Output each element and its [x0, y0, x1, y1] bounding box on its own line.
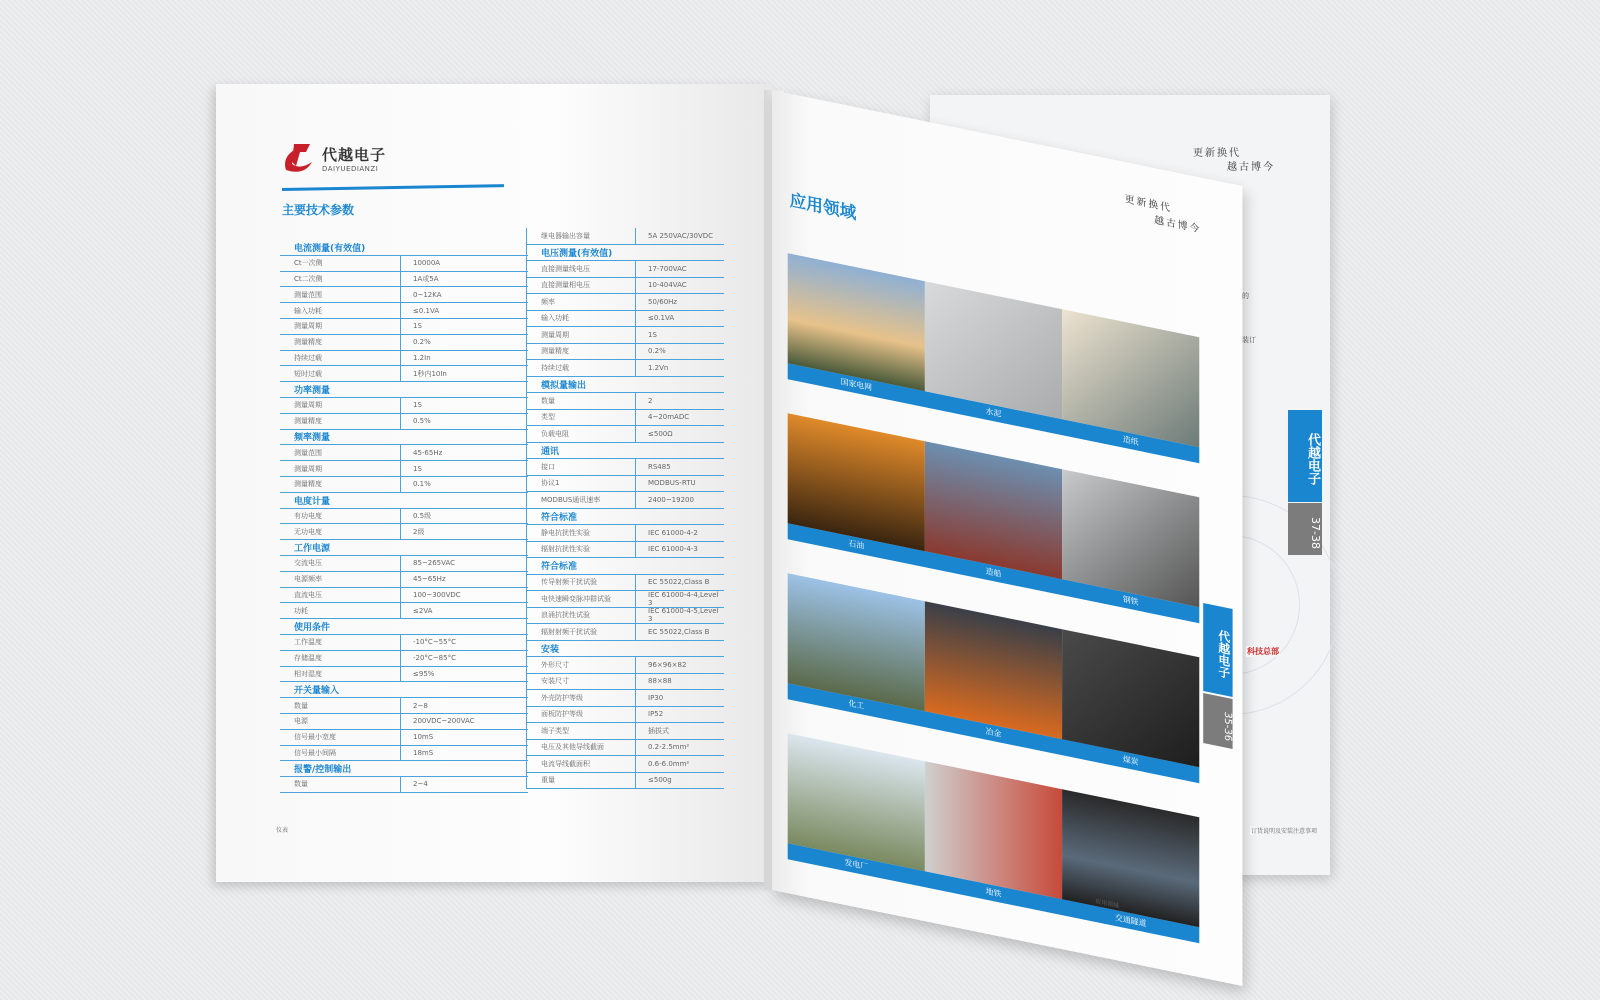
spec-value: IEC 61000-4-4,Level 3	[635, 591, 724, 607]
spec-label: 相对湿度	[294, 669, 322, 678]
logo-mark-icon	[280, 140, 316, 176]
spec-row	[527, 542, 724, 559]
spec-label: 电流导线截面积	[541, 759, 590, 768]
spec-label: 协议1	[541, 479, 560, 488]
spec-row	[280, 256, 528, 272]
spec-row	[527, 393, 724, 410]
spec-row	[280, 272, 528, 288]
spec-label: 测量精度	[541, 347, 569, 356]
spec-label: 数量	[294, 780, 308, 789]
spec-label: 测量周期	[294, 322, 322, 331]
spec-label: 直接测量线电压	[541, 264, 590, 273]
spec-label: 电源	[294, 717, 308, 726]
spec-value: 18mS	[400, 746, 433, 761]
left-page	[216, 84, 772, 882]
spec-label: 数量	[541, 396, 555, 405]
spec-value: 0.5级	[400, 509, 431, 524]
spec-value: IP30	[635, 690, 663, 706]
spec-label: 测量范围	[294, 448, 322, 457]
spec-label: 测量周期	[541, 330, 569, 339]
spec-row	[280, 556, 528, 572]
slogan-line: 更新换代	[1193, 148, 1241, 159]
slogan-line: 更新换代	[1124, 194, 1172, 215]
spec-label: 端子类型	[541, 726, 569, 735]
page-title: 应用领域	[789, 190, 857, 225]
brand-romanized: DAIYUEDIANZI	[322, 164, 379, 173]
spec-row	[280, 651, 528, 667]
spec-label: 频率	[541, 297, 555, 306]
spec-value: 50/60Hz	[635, 294, 677, 310]
spec-row	[527, 278, 724, 295]
spec-value: 2~4	[400, 777, 428, 792]
section-header	[280, 430, 528, 446]
right-page	[772, 90, 1242, 986]
section-title: 功率测量	[294, 386, 331, 397]
spec-row	[280, 319, 528, 335]
spec-row	[280, 635, 528, 651]
spec-label: 负载电阻	[541, 429, 569, 438]
spec-label: 信号最小间隔	[294, 748, 336, 757]
spec-row	[527, 294, 724, 311]
spec-row	[280, 524, 528, 540]
spec-label: Ct一次侧	[294, 259, 323, 268]
spec-label: 辐射射频干扰试验	[541, 627, 597, 636]
section-title: 工作电源	[294, 544, 331, 555]
spec-value: ≤500g	[635, 773, 672, 789]
spec-label: 测量精度	[294, 338, 322, 347]
spec-row	[280, 351, 528, 367]
section-title: 通讯	[541, 446, 560, 457]
spec-value: 1S	[400, 398, 422, 413]
spec-row	[527, 311, 724, 328]
spec-row	[527, 657, 724, 674]
back-slogan	[1193, 147, 1275, 175]
spec-row	[280, 303, 528, 319]
spec-label: 测量周期	[294, 464, 322, 473]
spec-label: 输入功耗	[294, 306, 322, 315]
spec-label: 接口	[541, 462, 555, 471]
spec-value: -20°C~85°C	[400, 651, 456, 666]
spec-row	[280, 588, 528, 604]
spec-value: ≤2VA	[400, 603, 432, 618]
spec-row	[527, 426, 724, 443]
back-footer: 订货说明及安装注意事项	[1251, 828, 1318, 835]
section-header	[280, 682, 528, 698]
spec-value: 10000A	[400, 256, 440, 271]
spec-row	[527, 492, 724, 509]
section-header	[527, 443, 724, 460]
application-label: 化工	[848, 698, 865, 711]
spec-label: 继电器输出容量	[541, 231, 590, 240]
spec-value: ≤95%	[400, 667, 434, 682]
spec-row	[280, 714, 528, 730]
spec-row	[280, 777, 528, 793]
spec-row	[527, 410, 724, 427]
application-label: 冶金	[985, 726, 1002, 739]
application-label: 造船	[985, 566, 1002, 579]
back-brand-tab: 代越电子	[1288, 410, 1322, 502]
slogan-line: 越古博今	[1154, 215, 1202, 236]
section-header	[280, 540, 528, 556]
spec-value: ≤0.1VA	[635, 311, 674, 327]
spec-label: 传导射频干扰试验	[541, 578, 597, 587]
spec-value: -10°C~55°C	[400, 635, 456, 650]
spec-row	[280, 461, 528, 477]
spec-label: 外壳防护等级	[541, 693, 583, 702]
spec-value: EC 55022,Class B	[635, 624, 709, 640]
spec-row	[280, 698, 528, 714]
spec-label: 重量	[541, 776, 555, 785]
hq-label: 科技总部	[1247, 647, 1279, 656]
spec-value: ≤500Ω	[635, 426, 673, 442]
section-title: 符合标准	[541, 512, 578, 523]
spec-row	[527, 773, 724, 790]
spec-row	[527, 756, 724, 773]
spec-label: 面板防护等级	[541, 710, 583, 719]
spec-row	[527, 360, 724, 377]
spec-row	[280, 287, 528, 303]
spec-row	[527, 459, 724, 476]
spec-row	[527, 327, 724, 344]
text-fragment: 的	[1242, 292, 1249, 300]
section-header	[280, 619, 528, 635]
brand-name: 代越电子	[322, 145, 387, 164]
spec-value: 2	[635, 393, 652, 409]
page-number: 35-36	[1203, 693, 1232, 749]
spec-label: 电压及其他导线截面	[541, 743, 604, 752]
spec-label: Ct二次侧	[294, 274, 323, 283]
spec-value: 17-700VAC	[635, 261, 687, 277]
application-label: 水泥	[985, 406, 1002, 419]
spec-label: 信号最小宽度	[294, 733, 336, 742]
section-title: 使用条件	[294, 623, 331, 634]
text-fragment: 装订	[1242, 336, 1256, 344]
spec-label: 无功电度	[294, 527, 322, 536]
spec-row	[527, 476, 724, 493]
spec-value: 200VDC~200VAC	[400, 714, 475, 729]
spec-row	[527, 608, 724, 625]
spec-value: 2级	[400, 524, 424, 539]
spec-label: 安装尺寸	[541, 677, 569, 686]
spec-row	[280, 667, 528, 683]
spec-row	[280, 366, 528, 382]
spec-label: 静电抗扰性实验	[541, 528, 590, 537]
spec-row	[280, 414, 528, 430]
spec-label: 类型	[541, 413, 555, 422]
section-title: 模拟量输出	[541, 380, 587, 391]
right-footer: 应用领域	[1095, 898, 1119, 910]
page-title: 主要技术参数	[282, 203, 355, 217]
spec-label: 测量范围	[294, 290, 322, 299]
spec-value: 1S	[635, 327, 657, 343]
spec-value: IP52	[635, 707, 663, 723]
spec-label: 测量周期	[294, 401, 322, 410]
section-title: 电流测量(有效值)	[294, 243, 366, 254]
section-title: 安装	[541, 644, 560, 655]
spec-value: 1.2Vn	[635, 360, 668, 376]
spec-label: 功耗	[294, 606, 308, 615]
spec-value: 96×96×82	[635, 657, 686, 673]
spec-row	[280, 572, 528, 588]
spec-value: IEC 61000-4-2	[635, 525, 698, 541]
section-header	[527, 509, 724, 526]
spec-value: 10mS	[400, 730, 433, 745]
title-divider	[282, 184, 504, 191]
spec-label: 直流电压	[294, 590, 322, 599]
slogan-line: 越古博今	[1227, 162, 1275, 173]
spec-row	[280, 509, 528, 525]
spec-value: 5A 250VAC/30VDC	[635, 228, 713, 244]
application-label: 煤炭	[1122, 754, 1139, 767]
application-label: 发电厂	[844, 857, 869, 872]
spec-value: EC 55022,Class B	[635, 575, 709, 591]
application-label: 造纸	[1122, 434, 1139, 447]
section-title: 频率测量	[294, 433, 331, 444]
spec-label: MODBUS通讯速率	[541, 495, 601, 504]
spec-value: 1秒内10In	[400, 366, 447, 381]
application-label: 石油	[848, 538, 865, 551]
spec-value: 2~8	[400, 698, 428, 713]
spec-value: 1S	[400, 319, 422, 334]
spec-label: 持续过载	[541, 363, 569, 372]
spec-row	[527, 740, 724, 757]
spec-row	[280, 477, 528, 493]
spec-row	[280, 746, 528, 762]
spec-label: 测量精度	[294, 480, 322, 489]
spec-row	[280, 335, 528, 351]
application-label: 钢铁	[1122, 594, 1139, 607]
section-header	[527, 245, 724, 262]
section-header	[280, 382, 528, 398]
spec-value: 1S	[400, 461, 422, 476]
spec-row	[527, 707, 724, 724]
spec-table-left	[280, 240, 528, 793]
spec-row	[527, 591, 724, 608]
application-label: 地铁	[985, 886, 1002, 899]
spec-label: 辐射抗扰性实验	[541, 545, 590, 554]
spec-label: 数量	[294, 701, 308, 710]
section-title: 报警/控制输出	[294, 765, 352, 776]
spec-value: RS485	[635, 459, 671, 475]
spec-value: IEC 61000-4-5,Level 3	[635, 608, 724, 624]
left-footer: 仪表	[276, 827, 289, 834]
spec-value: 4~20mADC	[635, 410, 689, 426]
spec-row	[280, 730, 528, 746]
spec-row	[527, 575, 724, 592]
spec-value: 0.2%	[400, 335, 431, 350]
spec-label: 输入功耗	[541, 314, 569, 323]
spec-value: 85~265VAC	[400, 556, 455, 571]
spec-row	[280, 445, 528, 461]
spec-row	[527, 690, 724, 707]
spec-label: 短时过载	[294, 369, 322, 378]
spec-label: 电源频率	[294, 575, 322, 584]
spec-value: 0.6-6.0mm²	[635, 756, 689, 772]
spec-label: 交流电压	[294, 559, 322, 568]
spec-row	[527, 525, 724, 542]
brand-tab: 代越电子	[1203, 603, 1232, 697]
section-title: 电度计量	[294, 496, 331, 507]
spec-value: 0.2%	[635, 344, 666, 360]
spec-value: 88×88	[635, 674, 672, 690]
spec-row	[527, 228, 724, 245]
spec-row	[527, 624, 724, 641]
spec-row	[527, 344, 724, 361]
spec-value: 45~65Hz	[400, 572, 446, 587]
section-header	[280, 761, 528, 777]
application-label: 国家电网	[840, 377, 872, 393]
spec-value: 0~12KA	[400, 287, 441, 302]
spec-label: 浪涌抗扰性试验	[541, 611, 590, 620]
brand-logo	[280, 140, 386, 176]
spec-value: ≤0.1VA	[400, 303, 439, 318]
spec-row	[527, 723, 724, 740]
spec-value: 2400~19200	[635, 492, 694, 508]
spec-value: 45-65Hz	[400, 445, 442, 460]
section-title: 符合标准	[541, 562, 578, 573]
slogan	[1125, 192, 1201, 238]
application-label: 交通隧道	[1115, 913, 1147, 929]
spec-value: 插拔式	[635, 723, 669, 739]
spec-value: 0.1%	[400, 477, 431, 492]
spec-row	[527, 261, 724, 278]
section-header	[280, 240, 528, 256]
section-header	[527, 377, 724, 394]
section-header	[527, 558, 724, 575]
spec-label: 存储温度	[294, 654, 322, 663]
spec-row	[527, 674, 724, 691]
spec-row	[280, 398, 528, 414]
spec-value: MODBUS-RTU	[635, 476, 696, 492]
spec-value: 100~300VDC	[400, 588, 461, 603]
spec-label: 持续过载	[294, 353, 322, 362]
section-header	[527, 641, 724, 658]
back-page-number: 37-38	[1288, 503, 1322, 555]
spec-value: 10-404VAC	[635, 278, 687, 294]
spec-row	[280, 603, 528, 619]
spec-value: 1.2In	[400, 351, 431, 366]
spec-label: 测量精度	[294, 417, 322, 426]
spec-value: 1A或5A	[400, 272, 438, 287]
spec-value: IEC 61000-4-3	[635, 542, 698, 558]
spec-label: 工作温度	[294, 638, 322, 647]
spec-table-right	[526, 228, 724, 789]
spec-label: 直接测量相电压	[541, 281, 590, 290]
spec-value: 0.2-2.5mm²	[635, 740, 689, 756]
section-title: 开关量输入	[294, 686, 340, 697]
spec-label: 有功电度	[294, 511, 322, 520]
spec-label: 外形尺寸	[541, 660, 569, 669]
spec-value: 0.5%	[400, 414, 431, 429]
section-title: 电压测量(有效值)	[541, 248, 613, 259]
spec-label: 电快速瞬变脉冲群试验	[541, 594, 611, 603]
section-header	[280, 493, 528, 509]
